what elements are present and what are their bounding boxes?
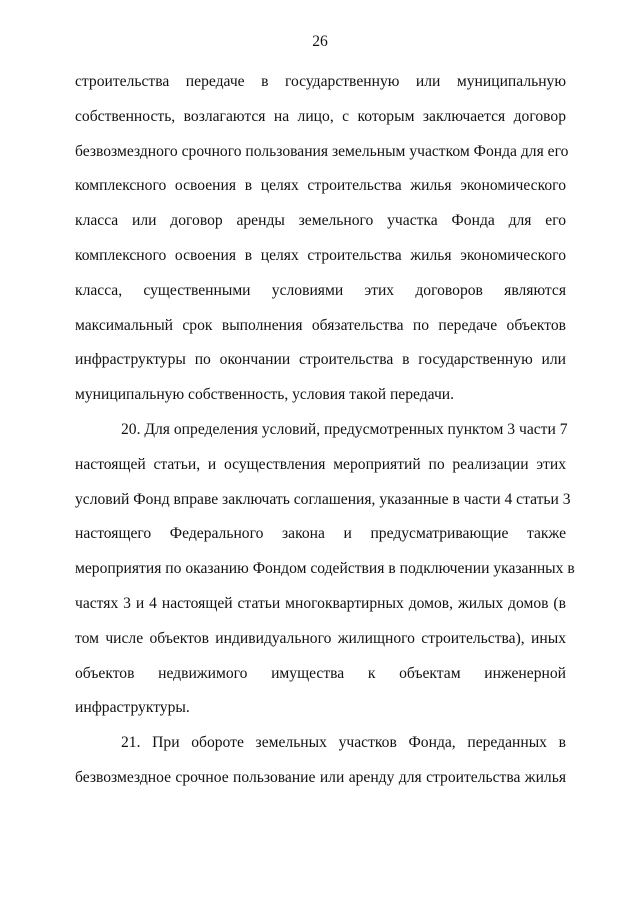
text-line: настоящего Федерального закона и предусматривающие также <box>75 525 566 543</box>
text-line: класса или договор аренды земельного участка Фонда для его <box>75 212 566 230</box>
paragraph-21-start: 21. При обороте земельных участков Фонда, переданных в <box>121 734 566 752</box>
text-line: условий Фонд вправе заключать соглашения, указанные в части 4 статьи 3 <box>75 490 571 508</box>
text-line: класса, существенными условиями этих договоров являются <box>75 281 566 299</box>
text-line: безвозмездного срочного пользования земельным участком Фонда для его <box>75 142 569 160</box>
paragraph-end-line: инфраструктуры. <box>75 699 190 717</box>
paragraph-20-start: 20. Для определения условий, предусмотренных пунктом 3 части 7 <box>121 420 568 438</box>
paragraph-end-line: муниципальную собственность, условия такой передачи. <box>75 386 455 404</box>
text-line: комплексного освоения в целях строительства жилья экономического <box>75 246 566 264</box>
text-line: строительства передаче в государственную или муниципальную <box>75 73 566 90</box>
text-line: том числе объектов индивидуального жилищного строительства), иных <box>75 629 566 647</box>
text-line: объектов недвижимого имущества к объектам инженерной <box>75 664 566 682</box>
text-line: настоящей статьи, и осуществления мероприятий по реализации этих <box>75 455 566 473</box>
text-line: инфраструктуры по окончании строительства в государственную или <box>75 351 566 369</box>
page-number: 26 <box>312 33 328 50</box>
text-line: собственность, возлагаются на лицо, с которым заключается договор <box>75 107 566 125</box>
body-text <box>75 65 575 796</box>
text-line: максимальный срок выполнения обязательства по передаче объектов <box>75 316 566 334</box>
text-line: безвозмездное срочное пользование или аренду для строительства жилья <box>75 768 566 786</box>
text-line: мероприятия по оказанию Фондом содействия в подключении указанных в <box>75 560 575 578</box>
text-line: комплексного освоения в целях строительства жилья экономического <box>75 177 566 195</box>
text-line: частях 3 и 4 настоящей статьи многоквартирных домов, жилых домов (в <box>75 594 566 612</box>
